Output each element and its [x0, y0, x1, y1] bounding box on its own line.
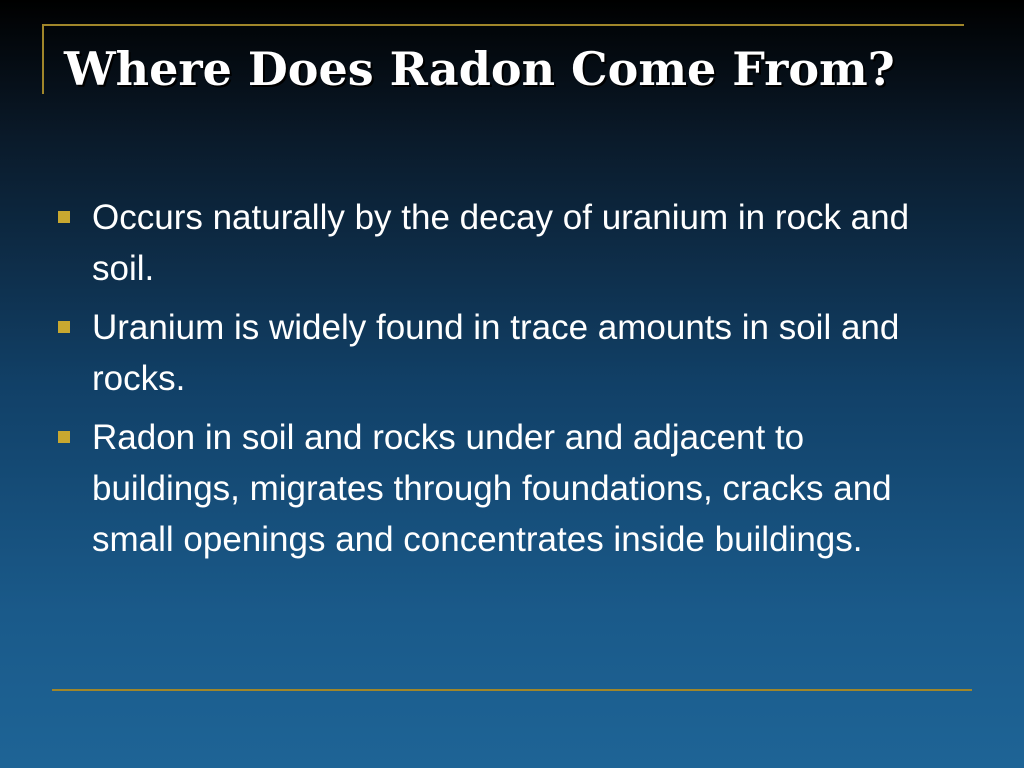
bullet-text: Uranium is widely found in trace amounts in soil and rocks. [92, 308, 900, 398]
bullet-item [56, 412, 956, 565]
footer-rule [52, 689, 972, 691]
square-bullet-icon [58, 431, 70, 443]
title-left-rule [42, 24, 44, 94]
bullet-text: Occurs naturally by the decay of uranium in rock and soil. [92, 198, 910, 288]
title-top-rule [42, 24, 964, 26]
bullet-list [56, 192, 956, 573]
square-bullet-icon [58, 321, 70, 333]
bullet-item [56, 302, 956, 404]
bullet-item [56, 192, 956, 294]
bullet-text: Radon in soil and rocks under and adjacent to buildings, migrates through foundations, cracks and small openings and concentrates inside buildings. [92, 418, 892, 559]
square-bullet-icon [58, 211, 70, 223]
slide-title: Where Does Radon Come From? [64, 42, 895, 96]
